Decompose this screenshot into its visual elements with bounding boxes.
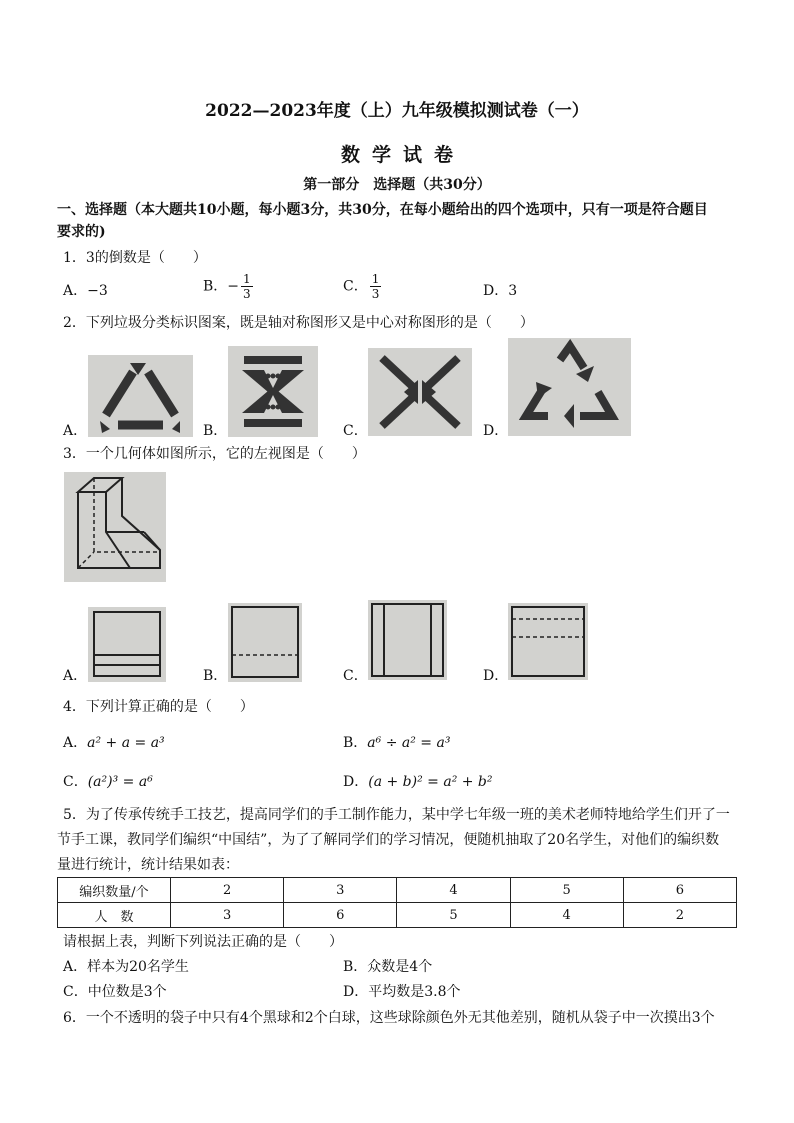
q2-figure-b-hourglass [228, 346, 318, 437]
q4-option-b: B．a⁶ ÷ a² = a³ [343, 735, 451, 751]
q4-option-a: A．a² + a = a³ [63, 735, 165, 751]
q5-line3: 量进行统计，统计结果如表： [57, 857, 239, 873]
q1-option-a: A．−3 [63, 283, 108, 299]
q2-stem: 2．下列垃圾分类标识图案，既是轴对称图形又是中心对称图形的是（ ） [63, 315, 534, 331]
exam-subtitle: 数学试卷 [340, 144, 465, 166]
q2-label-b: B． [203, 423, 228, 439]
table-cell: 4 [510, 903, 623, 928]
q5-line1: 5．为了传承传统手工技艺，提高同学们的手工制作能力，某中学七年级一班的美术老师特地给学生们开了一 [63, 807, 730, 823]
q3-label-a: A． [63, 668, 88, 684]
q3-option-a-view [88, 607, 166, 682]
q3-solid-figure [64, 472, 166, 582]
q2-figure-d-recycle [508, 338, 631, 436]
table-cell: 2 [171, 878, 284, 903]
table-cell: 4 [397, 878, 510, 903]
table-cell: 3 [171, 903, 284, 928]
table-cell: 2 [623, 903, 736, 928]
q5-line2: 节手工课，教同学们编织“中国结”，为了了解同学们的学习情况，便随机抽取了20名学生，对他们的编织数 [57, 832, 720, 848]
q3-label-b: B． [203, 668, 228, 684]
q2-label-d: D． [483, 423, 509, 439]
table-cell: 5 [510, 878, 623, 903]
section-heading-line2: 要求的) [57, 224, 106, 240]
q5-option-a: A．样本为20名学生 [63, 959, 189, 975]
q1-stem: 1．3的倒数是（ ） [63, 250, 207, 266]
section-heading-line1: 一、选择题（本大题共10小题，每小题3分，共30分，在每小题给出的四个选项中，只有一项是符合题目 [57, 202, 708, 218]
q4-option-c: C．(a²)³ = a⁶ [63, 774, 153, 790]
q5-option-d: D．平均数是3.8个 [343, 984, 461, 1000]
table-row [58, 878, 737, 903]
q1-b-fraction: $\frac{1}{3}$ [243, 272, 251, 301]
exam-title: 2022—2023年度（上）九年级模拟测试卷（一） [205, 101, 589, 121]
q1-c-fraction: $\frac{1}{3}$ [371, 272, 380, 301]
part-heading: 第一部分 选择题（共30分） [303, 177, 491, 193]
q5-prompt: 请根据上表，判断下列说法正确的是（ ） [63, 934, 343, 950]
q3-option-d-view [508, 603, 588, 680]
q3-stem: 3．一个几何体如图所示，它的左视图是（ ） [63, 446, 366, 462]
table-cell: 6 [623, 878, 736, 903]
q3-option-b-view [228, 603, 302, 682]
q4-option-d: D．(a + b)² = a² + b² [343, 774, 493, 790]
table-cell: 6 [284, 903, 397, 928]
q3-label-d: D． [483, 668, 509, 684]
q6-line1: 6．一个不透明的袋子中只有4个黑球和2个白球，这些球除颜色外无其他差别，随机从袋子中一次摸出3个 [63, 1010, 715, 1026]
table-row [58, 903, 737, 928]
q5-data-table [57, 877, 737, 928]
q2-figure-a-triangle-arrows [88, 355, 193, 437]
q2-label-a: A． [63, 423, 88, 439]
table-row-header: 人 数 [58, 903, 171, 928]
table-row-header: 编织数量/个 [58, 878, 171, 903]
q1-option-c: C． $\frac{1}{3}$ [343, 272, 380, 301]
q4-stem: 4．下列计算正确的是（ ） [63, 699, 254, 715]
q3-option-c-view [368, 600, 447, 680]
table-cell: 5 [397, 903, 510, 928]
q1-option-b: B．− $\frac{1}{3}$ [203, 272, 251, 301]
table-cell: 3 [284, 878, 397, 903]
q1-option-d: D．3 [483, 283, 518, 299]
q2-figure-c-four-arrows [368, 348, 472, 436]
q5-option-c: C．中位数是3个 [63, 984, 167, 1000]
q3-label-c: C． [343, 668, 368, 684]
q5-option-b: B．众数是4个 [343, 959, 433, 975]
q2-label-c: C． [343, 423, 368, 439]
